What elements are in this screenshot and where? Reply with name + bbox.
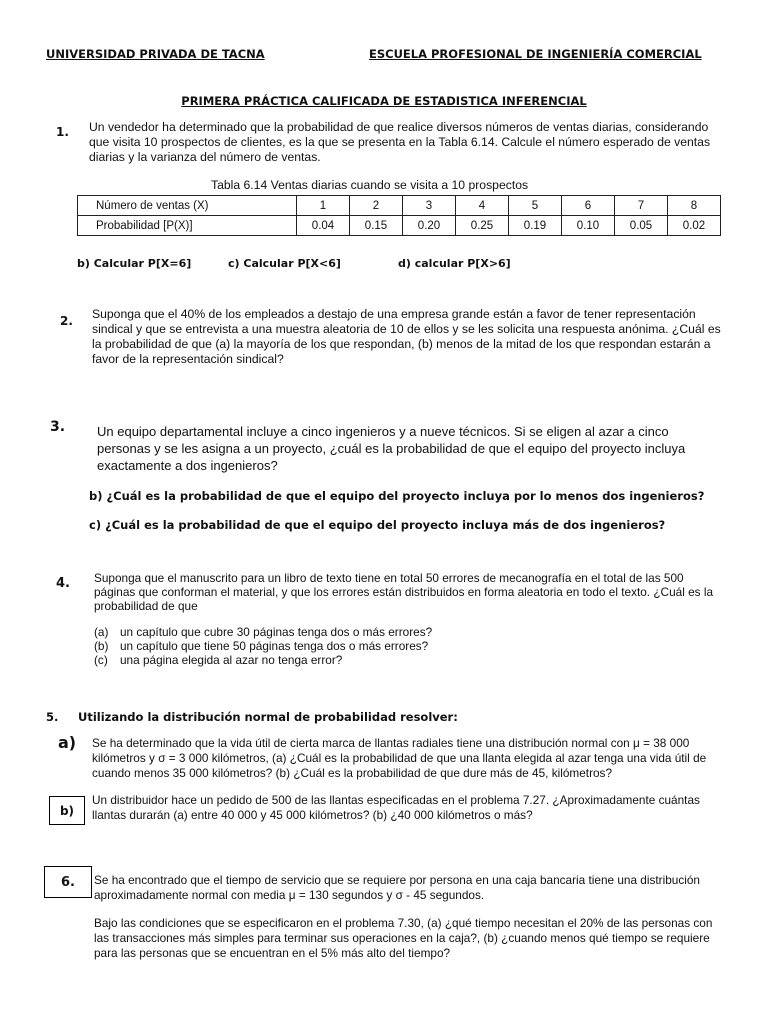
list-item bbox=[94, 625, 432, 639]
list-item bbox=[94, 639, 432, 653]
q3-text: Un equipo departamental incluye a cinco ingenieros y a nueve técnicos. Si se eligen al azar a cinco personas y se les asigna a un proyecto, ¿cuál es la probabilidad de que el equipo del proyecto incluya exactamente a dos ingenieros? bbox=[97, 424, 686, 473]
q6-text-1: Se ha encontrado que el tiempo de servicio que se requiere por persona en una caja bancaria tiene una distribución aproximadamente normal con media μ = 130 segundos y σ - 45 segundos. bbox=[94, 873, 700, 902]
table-cell: 0.02 bbox=[668, 216, 721, 236]
list-item bbox=[94, 653, 432, 667]
table-cell: 0.05 bbox=[615, 216, 668, 236]
q1-table-caption: Tabla 6.14 Ventas diarias cuando se visita a 10 prospectos bbox=[211, 178, 529, 192]
q1-table bbox=[77, 195, 721, 236]
table-cell: 5 bbox=[509, 196, 562, 216]
table-row-px bbox=[78, 216, 721, 236]
q5-heading: Utilizando la distribución normal de probabilidad resolver: bbox=[78, 710, 458, 724]
list-item-key: (a) bbox=[94, 625, 109, 639]
q1-sub-b: b) Calcular P[X=6] bbox=[77, 257, 192, 270]
q5-b-label: b) bbox=[49, 796, 85, 825]
q1-sub-c: c) Calcular P[X<6] bbox=[228, 257, 341, 270]
table-row-x bbox=[78, 196, 721, 216]
table-cell: 0.20 bbox=[403, 216, 456, 236]
list-item-text: una página elegida al azar no tenga error? bbox=[120, 653, 343, 667]
school-name: ESCUELA PROFESIONAL DE INGENIERÍA COMERCIAL bbox=[369, 47, 702, 61]
table-cell: 6 bbox=[562, 196, 615, 216]
list-item-text: un capítulo que tiene 50 páginas tenga dos o más errores? bbox=[120, 639, 429, 653]
list-item-text: un capítulo que cubre 30 páginas tenga dos o más errores? bbox=[120, 625, 433, 639]
q5-b-text: Un distribuidor hace un pedido de 500 de las llantas especificadas en el problema 7.27. ¿Aproximadamente cuántas llantas durarán (a) entre 40 000 y 45 000 kilómetros? (b) ¿40 000 kilómetros o más? bbox=[92, 793, 700, 822]
table-cell: 0.19 bbox=[509, 216, 562, 236]
q1-sub-d: d) calcular P[X>6] bbox=[398, 257, 511, 270]
table-cell: 8 bbox=[668, 196, 721, 216]
q3-sub-b: b) ¿Cuál es la probabilidad de que el equipo del proyecto incluya por lo menos dos ingenieros? bbox=[89, 489, 705, 503]
table-cell: 7 bbox=[615, 196, 668, 216]
q4-number: 4. bbox=[56, 576, 70, 591]
table-cell: 1 bbox=[297, 196, 350, 216]
table-cell: 0.25 bbox=[456, 216, 509, 236]
q2-text: Suponga que el 40% de los empleados a destajo de una empresa grande están a favor de tener representación sindical y que se entrevista a una muestra aleatoria de 10 de ellos y se les solicita una respuesta anónima. ¿Cuál es la probabilidad de que (a) la mayoría de los que respondan, (b) menos de la mitad de los que respondan estarán a favor de la representación sindical? bbox=[92, 307, 721, 366]
q1-text: Un vendedor ha determinado que la probabilidad de que realice diversos números de ventas diarias, considerando que visita 10 prospectos de clientes, es la que se presenta en la Tabla 6.14. Calcule el número esperado de ventas diarias y la varianza del número de ventas. bbox=[89, 120, 711, 164]
university-name: UNIVERSIDAD PRIVADA DE TACNA bbox=[46, 47, 265, 61]
q1-number: 1. bbox=[56, 125, 69, 139]
table-row-label: Probabilidad [P(X)] bbox=[78, 216, 297, 236]
q3-sub-c: c) ¿Cuál es la probabilidad de que el equipo del proyecto incluya más de dos ingenieros? bbox=[89, 518, 666, 532]
table-cell: 0.15 bbox=[350, 216, 403, 236]
table-cell: 0.10 bbox=[562, 216, 615, 236]
table-cell: 4 bbox=[456, 196, 509, 216]
q4-list bbox=[94, 625, 432, 667]
q4-text: Suponga que el manuscrito para un libro de texto tiene en total 50 errores de mecanografía en el total de las 500 páginas que conforman el material, y que los errores están distribuidos en forma aleatoria en todo el texto. ¿Cuál es la probabilidad de que bbox=[94, 571, 714, 613]
q5-a-text: Se ha determinado que la vida útil de cierta marca de llantas radiales tiene una distribución normal con μ = 38 000 kilómetros y σ = 3 000 kilómetros, (a) ¿Cuál es la probabilidad de que una llanta elegida al azar tenga una vida útil de cuando menos 35 000 kilómetros? (b) ¿Cuál es la probabilidad de que dure más de 45, kilómetros? bbox=[92, 736, 707, 780]
q5-a-label: a) bbox=[58, 733, 77, 752]
table-cell: 0.04 bbox=[297, 216, 350, 236]
q5-number: 5. bbox=[46, 710, 59, 724]
q6-text-2: Bajo las condiciones que se especificaron en el problema 7.30, (a) ¿qué tiempo necesitan el 20% de las personas con las transacciones más simples para terminar sus operaciones en la caja?, (b) ¿cuando menos qué tiempo se requiere para las personas que se encuentran en el 5% más alto del tiempo? bbox=[94, 916, 713, 960]
table-row-label: Número de ventas (X) bbox=[78, 196, 297, 216]
page-title: PRIMERA PRÁCTICA CALIFICADA DE ESTADISTICA INFERENCIAL bbox=[181, 94, 587, 108]
list-item-key: (b) bbox=[94, 639, 109, 653]
table-cell: 2 bbox=[350, 196, 403, 216]
q2-number: 2. bbox=[60, 314, 73, 328]
list-item-key: (c) bbox=[94, 653, 108, 667]
q6-number: 6. bbox=[44, 866, 92, 898]
table-cell: 3 bbox=[403, 196, 456, 216]
q3-number: 3. bbox=[50, 419, 66, 435]
